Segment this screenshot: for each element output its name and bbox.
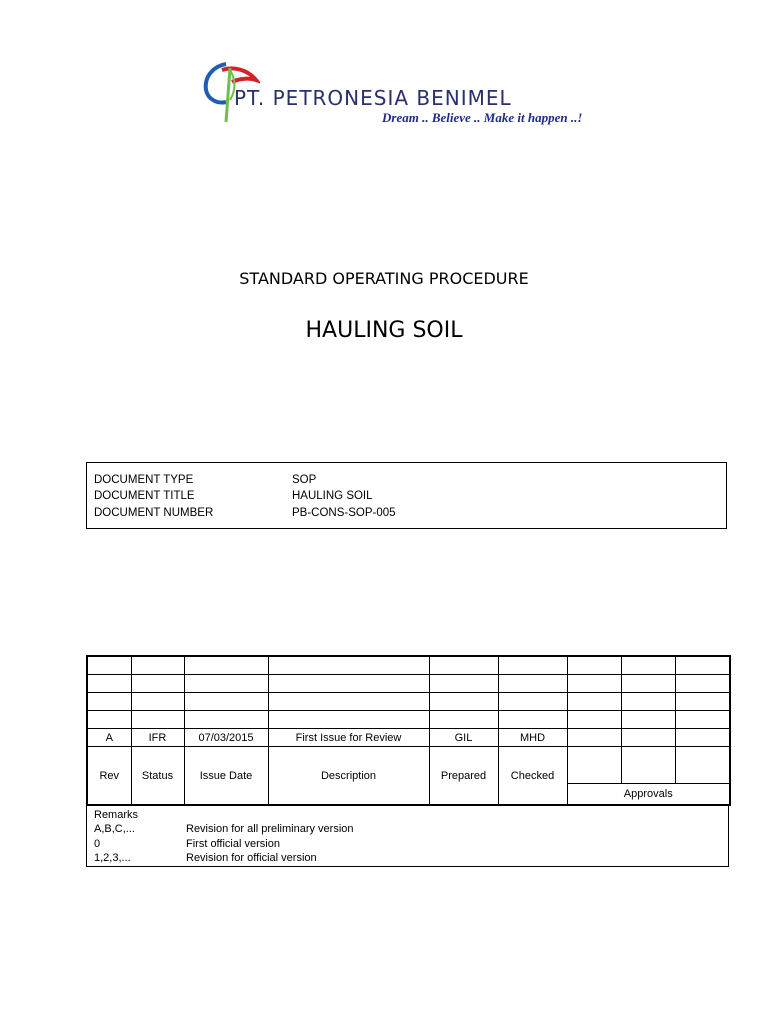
table-cell <box>87 656 131 675</box>
table-cell <box>131 656 184 675</box>
table-cell <box>184 656 268 675</box>
table-cell <box>621 729 675 747</box>
company-logo <box>200 60 620 132</box>
table-cell <box>675 729 730 747</box>
rev-cell: A <box>87 729 131 747</box>
table-cell <box>567 711 621 729</box>
document-info-box <box>86 462 727 529</box>
document-title-value: HAULING SOIL <box>292 490 373 502</box>
table-cell <box>621 693 675 711</box>
document-number-label: DOCUMENT NUMBER <box>94 507 214 519</box>
remarks-title: Remarks <box>94 809 139 821</box>
table-cell <box>675 711 730 729</box>
table-cell <box>621 675 675 693</box>
table-cell <box>567 729 621 747</box>
table-cell <box>87 693 131 711</box>
table-cell <box>429 693 498 711</box>
document-number-value: PB-CONS-SOP-005 <box>292 507 396 519</box>
table-cell <box>675 747 730 784</box>
remark-text: Revision for all preliminary version <box>186 823 354 835</box>
header-rev: Rev <box>87 747 131 806</box>
header-approvals: Approvals <box>567 784 730 806</box>
table-row-blank <box>87 656 730 675</box>
table-cell <box>675 693 730 711</box>
table-cell <box>268 711 429 729</box>
remark-text: First official version <box>186 838 280 850</box>
table-cell <box>87 711 131 729</box>
table-cell <box>131 675 184 693</box>
table-cell <box>621 747 675 784</box>
header-description: Description <box>268 747 429 806</box>
table-cell <box>184 675 268 693</box>
description-cell: First Issue for Review <box>268 729 429 747</box>
table-cell <box>621 656 675 675</box>
remark-text: Revision for official version <box>186 852 317 864</box>
revision-table <box>86 655 731 806</box>
document-title-label: DOCUMENT TITLE <box>94 490 195 502</box>
table-cell <box>429 656 498 675</box>
remark-code: A,B,C,... <box>94 823 135 835</box>
table-cell <box>268 693 429 711</box>
table-cell <box>567 656 621 675</box>
remark-code: 1,2,3,... <box>94 852 131 864</box>
table-cell <box>675 675 730 693</box>
table-cell <box>268 675 429 693</box>
table-row-blank <box>87 693 730 711</box>
remarks-box <box>86 805 729 867</box>
table-cell <box>498 693 567 711</box>
table-cell <box>184 711 268 729</box>
company-tagline: Dream .. Believe .. Make it happen ..! <box>382 110 583 125</box>
table-cell <box>675 656 730 675</box>
table-header-row <box>87 747 730 784</box>
table-cell <box>567 747 621 784</box>
remark-code: 0 <box>94 838 101 850</box>
table-row-revision-a <box>87 729 730 747</box>
table-cell <box>567 693 621 711</box>
document-type-value: SOP <box>292 474 317 486</box>
header-checked: Checked <box>498 747 567 806</box>
prepared-cell: GIL <box>429 729 498 747</box>
table-cell <box>498 656 567 675</box>
checked-cell: MHD <box>498 729 567 747</box>
table-cell <box>268 656 429 675</box>
issue-date-cell: 07/03/2015 <box>184 729 268 747</box>
company-name: PT. PETRONESIA BENIMEL <box>234 86 512 110</box>
table-cell <box>567 675 621 693</box>
list-item <box>94 822 694 836</box>
document-category: STANDARD OPERATING PROCEDURE <box>239 269 529 288</box>
document-type-label: DOCUMENT TYPE <box>94 474 194 486</box>
header-status: Status <box>131 747 184 806</box>
header-prepared: Prepared <box>429 747 498 806</box>
table-cell <box>429 675 498 693</box>
list-item <box>94 851 694 865</box>
table-cell <box>131 693 184 711</box>
table-row-blank <box>87 711 730 729</box>
table-cell <box>184 693 268 711</box>
table-cell <box>621 711 675 729</box>
status-cell: IFR <box>131 729 184 747</box>
header-issue-date: Issue Date <box>184 747 268 806</box>
table-cell <box>87 675 131 693</box>
list-item <box>94 837 694 851</box>
table-cell <box>498 711 567 729</box>
table-cell <box>498 675 567 693</box>
table-cell <box>131 711 184 729</box>
table-row-blank <box>87 675 730 693</box>
document-title: HAULING SOIL <box>305 318 463 343</box>
table-cell <box>429 711 498 729</box>
